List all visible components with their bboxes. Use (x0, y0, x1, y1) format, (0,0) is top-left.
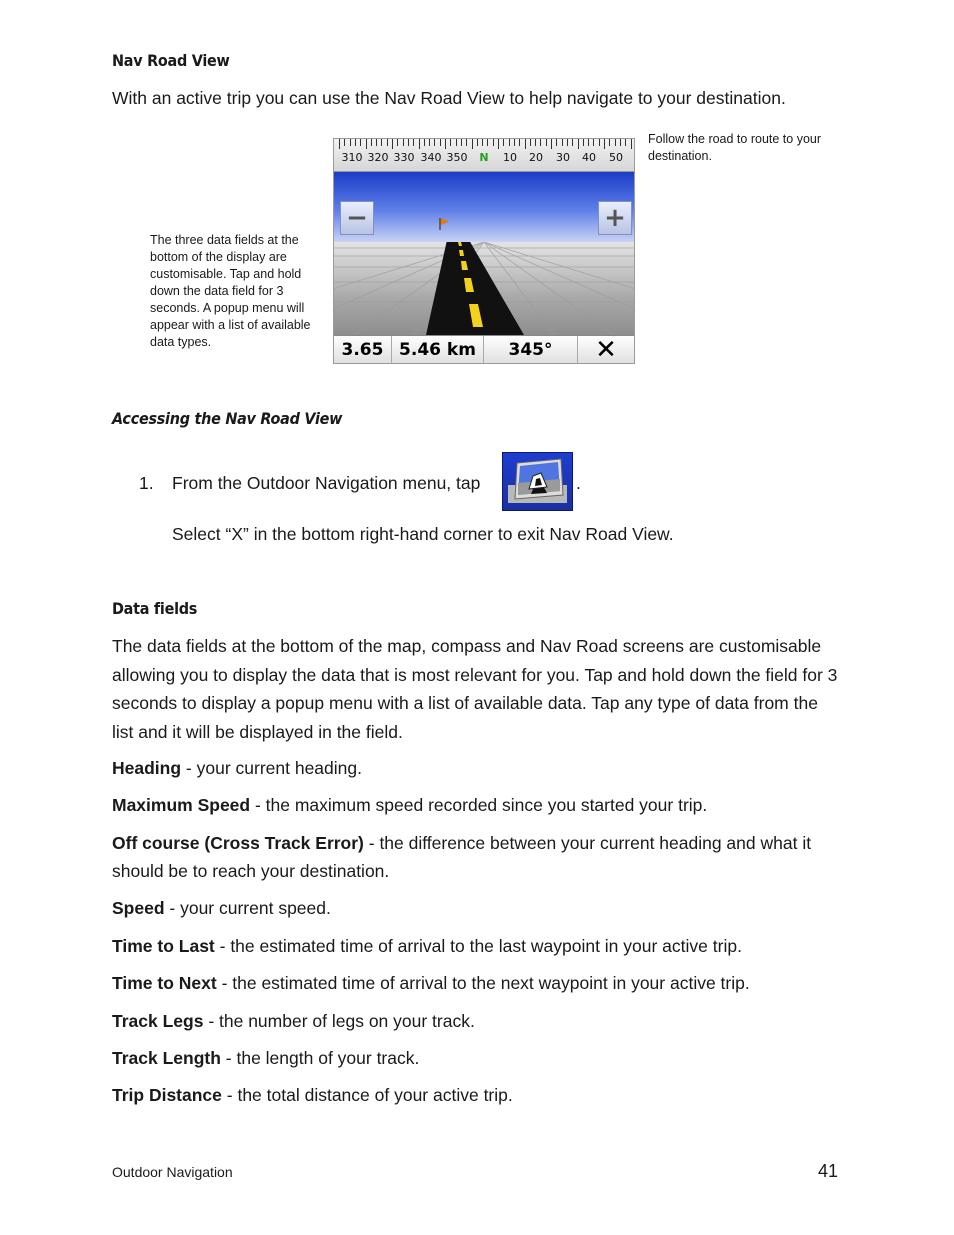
compass-tick (419, 139, 420, 149)
compass-tick (434, 139, 435, 146)
compass-tick (540, 139, 541, 146)
term-description: - the difference between your current heading and what it should be to reach your destination. (112, 833, 812, 881)
exit-note: Select “X” in the bottom right-hand corner to exit Nav Road View. (172, 524, 674, 544)
data-field-2[interactable]: 5.46 km (392, 336, 484, 364)
compass-tick (344, 139, 345, 146)
compass-tick (456, 139, 457, 146)
compass-tick (466, 139, 467, 146)
compass-tick (567, 139, 568, 146)
compass-tick (397, 139, 398, 146)
sky-area (334, 172, 634, 242)
compass-label: 10 (503, 151, 517, 164)
definition-track-legs (112, 1007, 842, 1035)
term: Track Legs (112, 1011, 204, 1031)
compass-tick (593, 139, 594, 146)
compass-tick (493, 139, 494, 146)
compass-label: 320 (367, 151, 389, 164)
term-description: - your current heading. (181, 758, 362, 778)
data-field-3[interactable]: 345° (484, 336, 578, 364)
compass-tick (376, 139, 377, 146)
compass-tick (625, 139, 626, 146)
term-description: - your current speed. (164, 898, 331, 918)
compass-tick (429, 139, 430, 146)
intro-paragraph: With an active trip you can use the Nav Road View to help navigate to your destination. (112, 88, 786, 108)
compass-tick (535, 139, 536, 146)
compass-tick (482, 139, 483, 146)
compass-tick (392, 139, 393, 149)
close-button[interactable]: ✕ (578, 336, 634, 364)
compass-tick (408, 139, 409, 146)
compass-tick (477, 139, 478, 146)
compass-tick (339, 139, 340, 149)
compass-tick (583, 139, 584, 146)
compass-label: 330 (393, 151, 415, 164)
zoom-in-button[interactable]: + (598, 201, 632, 235)
caption-data-fields: The three data fields at the bottom of the display are customisable. Tap and hold down the data field for 3 seconds. A popup menu will appear with a list of available data types. (150, 233, 311, 349)
compass-label: 310 (341, 151, 363, 164)
zoom-out-button[interactable]: − (340, 201, 374, 235)
ground-grid (334, 242, 634, 335)
compass-tick (609, 139, 610, 146)
footer-section-name: Outdoor Navigation (112, 1164, 233, 1180)
compass-tick (371, 139, 372, 146)
compass-tick (599, 139, 600, 146)
definition-maximum-speed (112, 791, 842, 819)
compass-tick (440, 139, 441, 146)
section-heading-accessing: Accessing the Nav Road View (112, 409, 343, 428)
compass-tick (514, 139, 515, 146)
term: Maximum Speed (112, 795, 251, 815)
term: Off course (Cross Track Error) (112, 833, 364, 853)
step-end: . (576, 473, 581, 493)
compass-tick (424, 139, 425, 146)
compass-tick (445, 139, 446, 149)
compass-tick (546, 139, 547, 146)
compass-tick (503, 139, 504, 146)
compass-tick (387, 139, 388, 146)
compass-tick (350, 139, 351, 146)
compass-tick (615, 139, 616, 146)
nav-road-view-icon[interactable] (502, 452, 573, 511)
definition-track-length (112, 1044, 842, 1072)
term: Time to Next (112, 973, 217, 993)
compass-tick (551, 139, 552, 149)
compass-label: 40 (582, 151, 596, 164)
term: Time to Last (112, 936, 215, 956)
compass-tick (572, 139, 573, 146)
definition-time-to-next (112, 969, 842, 997)
definition-off-course (112, 829, 842, 885)
term-description: - the estimated time of arrival to the next waypoint in your active trip. (216, 973, 750, 993)
definition-trip-distance (112, 1081, 842, 1109)
compass-label: 350 (446, 151, 468, 164)
compass-tick (562, 139, 563, 146)
definition-speed (112, 894, 842, 922)
destination-flag-icon (438, 217, 450, 231)
term-description: - the total distance of your active trip. (221, 1085, 513, 1105)
compass-label: 30 (556, 151, 570, 164)
compass-tick (525, 139, 526, 149)
term-description: - the maximum speed recorded since you started your trip. (250, 795, 708, 815)
term: Speed (112, 898, 165, 918)
compass-tick (461, 139, 462, 146)
compass-tick (413, 139, 414, 146)
data-field-1[interactable]: 3.65 (334, 336, 392, 364)
compass-tick (631, 139, 632, 149)
compass-tick (381, 139, 382, 146)
road-scene (334, 242, 634, 335)
page-number: 41 (818, 1161, 839, 1181)
term-description: - the number of legs on your track. (203, 1011, 475, 1031)
section-heading-data-fields: Data fields (112, 599, 198, 618)
compass-tick (604, 139, 605, 149)
term: Heading (112, 758, 182, 778)
compass-strip (334, 139, 634, 172)
compass-north-label: N (479, 151, 489, 164)
compass-tick (355, 139, 356, 146)
term: Trip Distance (112, 1085, 222, 1105)
compass-tick (578, 139, 579, 149)
term: Track Length (112, 1048, 221, 1068)
data-fields-intro: The data fields at the bottom of the map, compass and Nav Road screens are customisable allowing you to display the data that is most relevant for you. Tap and hold down the field for 3 seconds to display a popup menu with a list of available data. Tap any type of data from the list and it will be displayed in the field. (112, 636, 838, 742)
compass-tick (487, 139, 488, 146)
road-view-icon (503, 453, 572, 510)
compass-tick (588, 139, 589, 146)
compass-tick (450, 139, 451, 146)
nav-road-view-screenshot (333, 138, 635, 364)
compass-tick (403, 139, 404, 146)
data-field-bar (334, 335, 634, 364)
compass-tick (519, 139, 520, 146)
definition-heading (112, 754, 842, 782)
compass-tick (472, 139, 473, 149)
compass-tick (360, 139, 361, 146)
term-description: - the estimated time of arrival to the last waypoint in your active trip. (214, 936, 742, 956)
compass-label: 340 (420, 151, 442, 164)
compass-tick (498, 139, 499, 149)
compass-tick (509, 139, 510, 146)
compass-tick (556, 139, 557, 146)
compass-label: 20 (529, 151, 543, 164)
step-number: 1. (139, 473, 154, 493)
section-heading-nav-road-view: Nav Road View (112, 51, 230, 70)
compass-tick (530, 139, 531, 146)
caption-follow-road: Follow the road to route to your destination. (648, 132, 822, 163)
step-text: From the Outdoor Navigation menu, tap (172, 473, 481, 493)
term-description: - the length of your track. (220, 1048, 420, 1068)
compass-tick (366, 139, 367, 149)
definition-time-to-last (112, 932, 842, 960)
compass-label: 50 (609, 151, 623, 164)
compass-tick (620, 139, 621, 146)
